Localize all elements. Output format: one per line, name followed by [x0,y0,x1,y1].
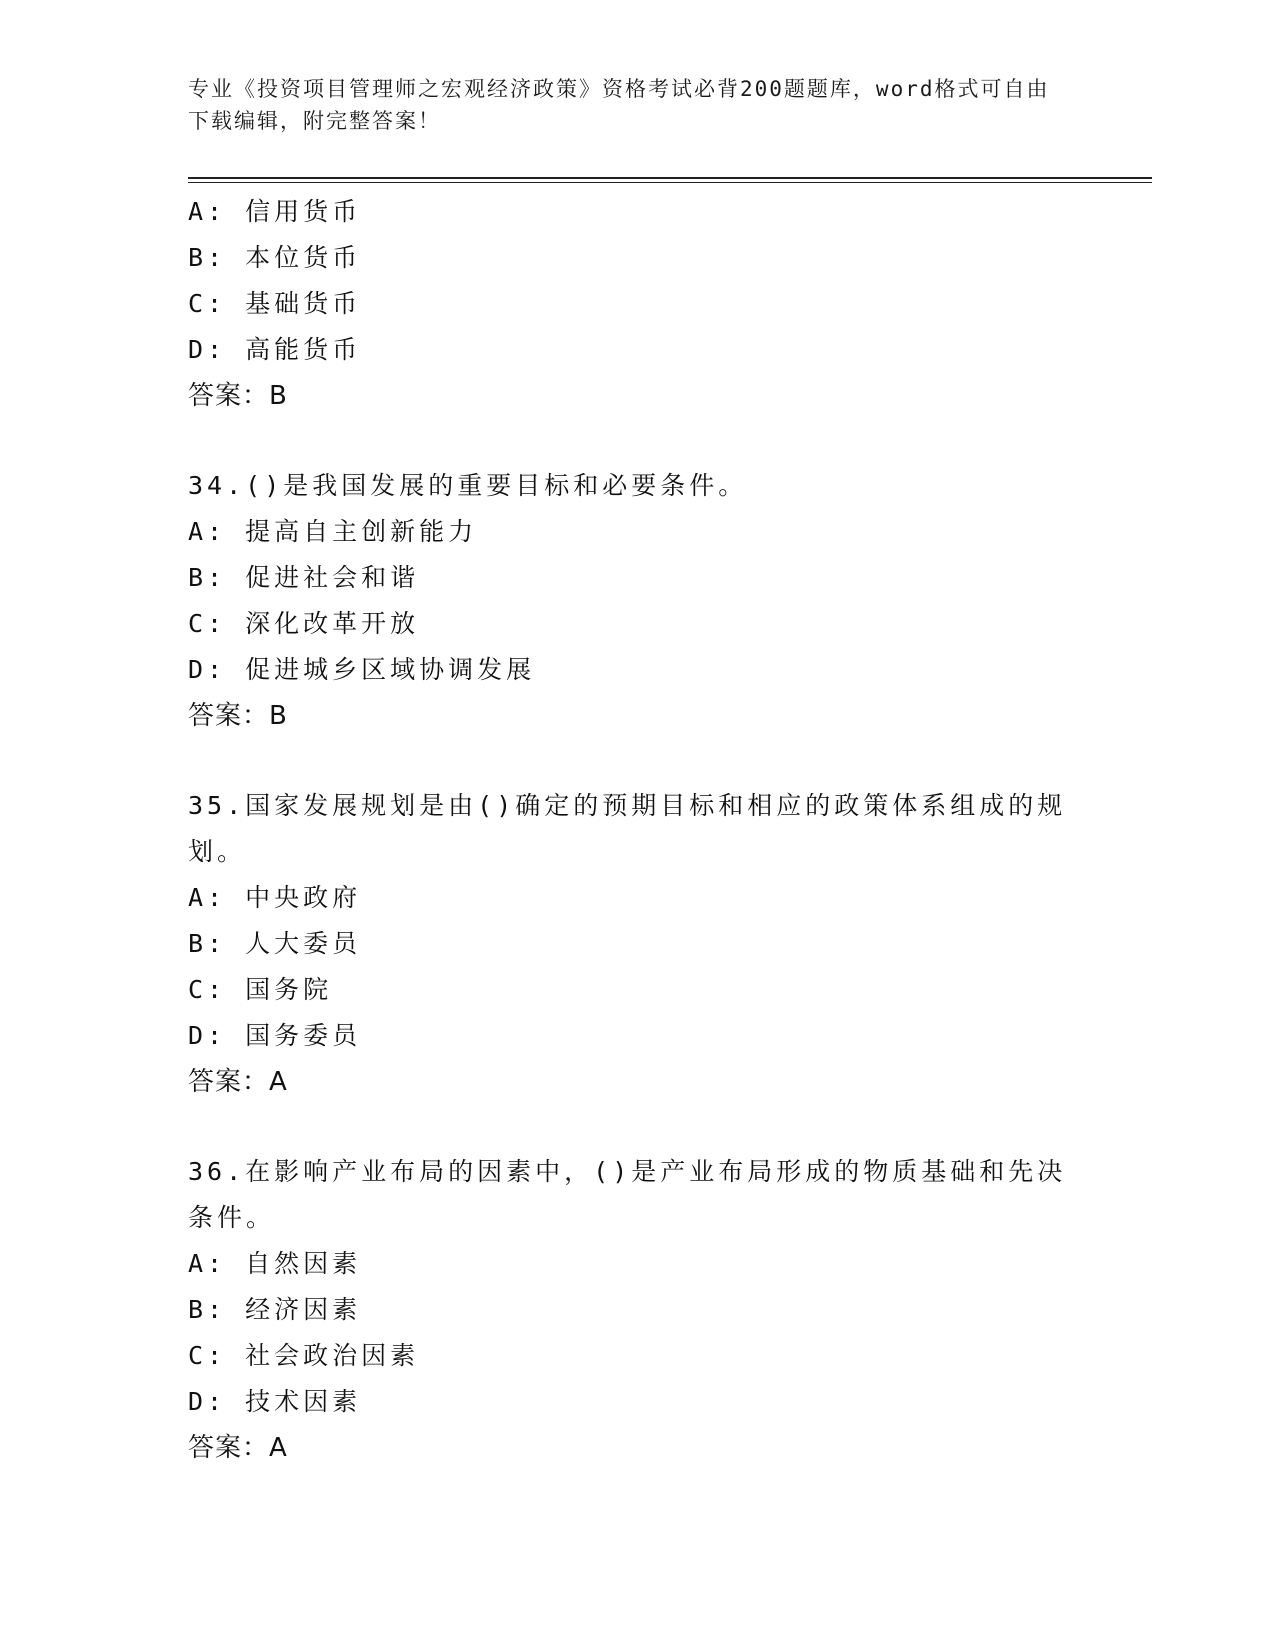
header-divider-thick [188,177,1152,179]
option-d: D: 促进城乡区域协调发展 [188,655,536,684]
spacer [188,739,1088,783]
question-stem: 35.国家发展规划是由()确定的预期目标和相应的政策体系组成的规划。 [188,791,1067,866]
option-b: B: 本位货币 [188,243,362,272]
option-a: A: 自然因素 [188,1249,362,1278]
question-block-33 [188,189,1088,419]
option-a: A: 提高自主创新能力 [188,517,478,546]
answer-label: 答案：A [188,1067,288,1097]
question-block-36 [188,1149,1088,1471]
question-stem: 34.()是我国发展的重要目标和必要条件。 [188,471,748,500]
question-block-34 [188,463,1088,739]
question-block-35 [188,783,1088,1105]
header-divider-thin [188,182,1152,183]
option-c: C: 深化改革开放 [188,609,420,638]
spacer [188,419,1088,463]
option-a: A: 中央政府 [188,883,362,912]
option-d: D: 高能货币 [188,335,362,364]
option-b: B: 经济因素 [188,1295,362,1324]
spacer [188,1105,1088,1149]
option-a: A: 信用货币 [188,197,362,226]
answer-label: 答案：A [188,1433,288,1463]
option-d: D: 国务委员 [188,1021,362,1050]
option-d: D: 技术因素 [188,1387,362,1416]
question-stem: 36.在影响产业布局的因素中，()是产业布局形成的物质基础和先决条件。 [188,1157,1067,1232]
answer-label: 答案：B [188,701,288,731]
option-b: B: 人大委员 [188,929,362,958]
option-c: C: 国务院 [188,975,333,1004]
answer-label: 答案：B [188,381,288,411]
option-c: C: 社会政治因素 [188,1341,420,1370]
option-c: C: 基础货币 [188,289,362,318]
question-content [188,189,1088,1471]
document-header: 专业《投资项目管理师之宏观经济政策》资格考试必背200题题库，word格式可自由下载编辑，附完整答案！ [188,77,1050,133]
option-b: B: 促进社会和谐 [188,563,420,592]
